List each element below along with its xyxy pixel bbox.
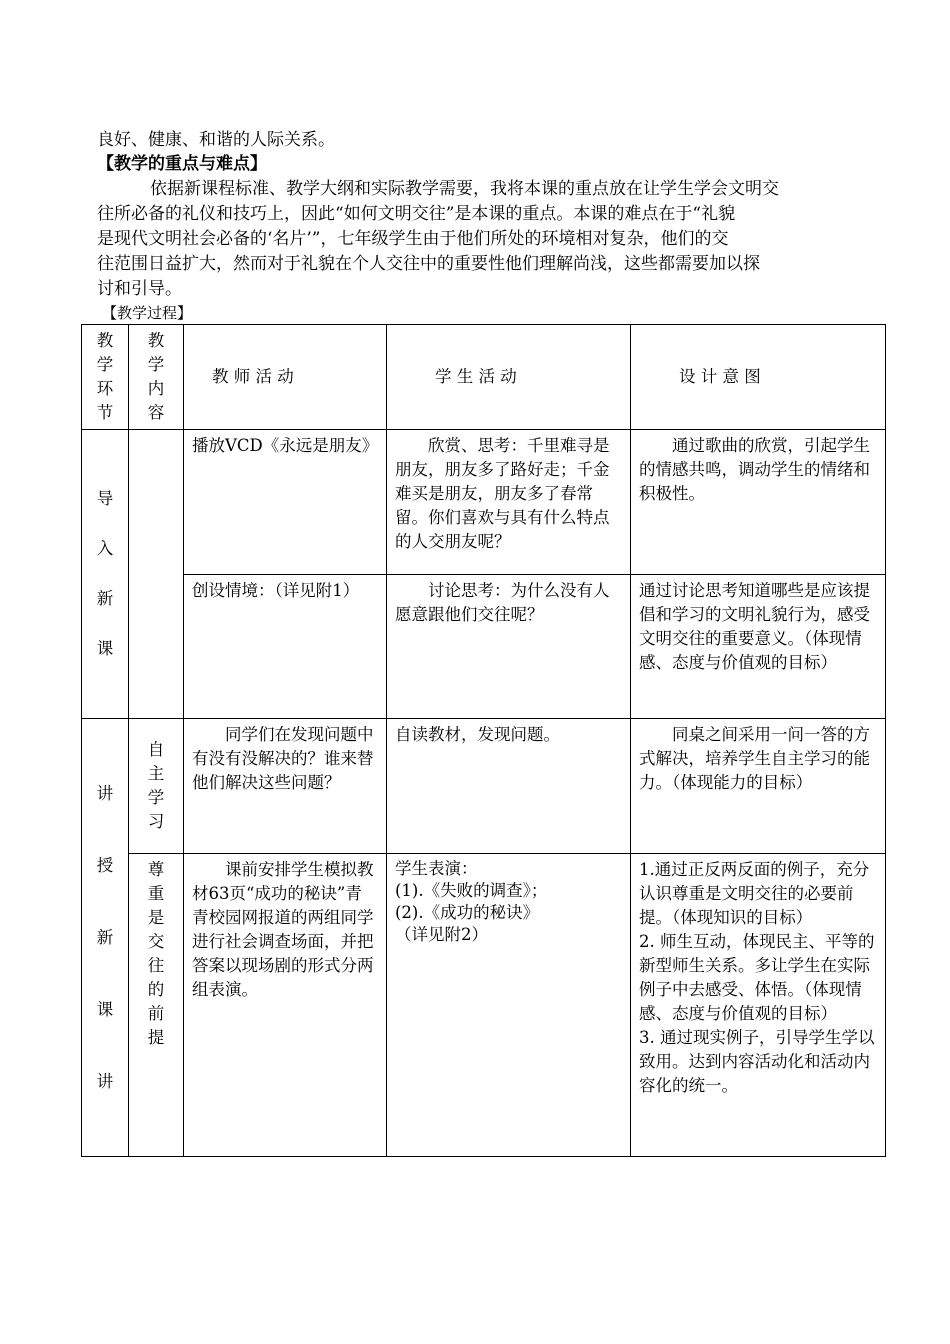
focus-line-4: 往范围日益扩大，然而对于礼貌在个人交往中的重要性他们理解尚浅，这些都需要加以探 [97,254,760,274]
table-row [82,854,886,1157]
stage-intro-cell [82,430,129,719]
content-self-study: 自主学习 [147,740,165,831]
section-heading: 【教学的重点与难点】 [97,154,267,174]
student-cell [387,854,631,1157]
intent-line: 3. 通过现实例子，引导学生学以致用。达到内容活动化和活动内容化的统一。 [639,1028,875,1095]
process-heading: 【教学过程】 [102,304,193,322]
student-cell: 讨论思考：为什么没有人愿意跟他们交往呢？ [387,575,631,719]
content-respect: 尊重是交往的前提 [147,860,165,1047]
student-line: 学生表演： [395,859,478,878]
content-cell [129,854,184,1157]
table-row [82,430,886,575]
focus-line-2: 往所必备的礼仪和技巧上，因此“如何文明交往”是本课的重点。本课的难点在于“礼貌 [97,204,736,224]
focus-line-5: 讨和引导。 [97,279,182,299]
header-student: 学 生 活 动 [387,325,631,430]
header-content-text: 教学内容 [147,331,165,422]
table-row [82,575,886,719]
student-cell: 自读教材，发现问题。 [387,719,631,854]
student-line: (2).《成功的秘诀》 [395,903,540,922]
lesson-process-table [81,324,886,1157]
teacher-cell: 同学们在发现问题中有没有没解决的？谁来替他们解决这些问题？ [184,719,387,854]
stage-teach-cell [82,719,129,1157]
intro-line: 良好、健康、和谐的人际关系。 [97,130,335,150]
focus-line-1: 依据新课程标准、教学大纲和实际教学需要，我将本课的重点放在让学生学会文明交 [150,179,779,199]
intent-line: 2. 师生互动，体现民主、平等的新型师生关系。多让学生在实际例子中去感受、体悟。（体现情感、态度与价值观的目标） [639,932,875,1023]
stage-teach-text: 讲授新课讲 [96,783,114,1091]
teacher-cell: 课前安排学生模拟教材63页“成功的秘诀”青青校园网报道的两组同学进行社会调查场面，并把答案以现场剧的形式分两组表演。 [184,854,387,1157]
intent-cell: 通过讨论思考知道哪些是应该提倡和学习的文明礼貌行为，感受文明交往的重要意义。（体现情感、态度与价值观的目标） [631,575,886,719]
content-cell [129,719,184,854]
header-stage-text: 教学环节 [96,331,114,422]
header-stage [82,325,129,430]
intent-line: 1.通过正反两反面的例子，充分认识尊重是文明交往的必要前提。（体现知识的目标） [639,860,870,927]
header-teacher: 教 师 活 动 [184,325,387,430]
student-line: (1).《失败的调查》； [395,881,548,900]
intent-cell [631,854,886,1157]
content-cell-empty [129,430,184,719]
intent-cell: 通过歌曲的欣赏，引起学生的情感共鸣，调动学生的情绪和积极性。 [631,430,886,575]
header-content [129,325,184,430]
stage-intro-text: 导入新课 [96,489,114,658]
student-line: （详见附2） [395,925,488,944]
table-header-row [82,325,886,430]
focus-line-3: 是现代文明社会必备的‘名片’”，七年级学生由于他们所处的环境相对复杂，他们的交 [97,229,729,249]
student-cell: 欣赏、思考：千里难寻是朋友，朋友多了路好走；千金难买是朋友，朋友多了春常留。你们喜欢与具有什么特点的人交朋友呢？ [387,430,631,575]
teacher-cell: 播放VCD《永远是朋友》 [184,430,387,575]
intent-cell: 同桌之间采用一问一答的方式解决，培养学生自主学习的能力。（体现能力的目标） [631,719,886,854]
header-intent: 设 计 意 图 [631,325,886,430]
teacher-cell: 创设情境：（详见附1） [184,575,387,719]
table-row [82,719,886,854]
